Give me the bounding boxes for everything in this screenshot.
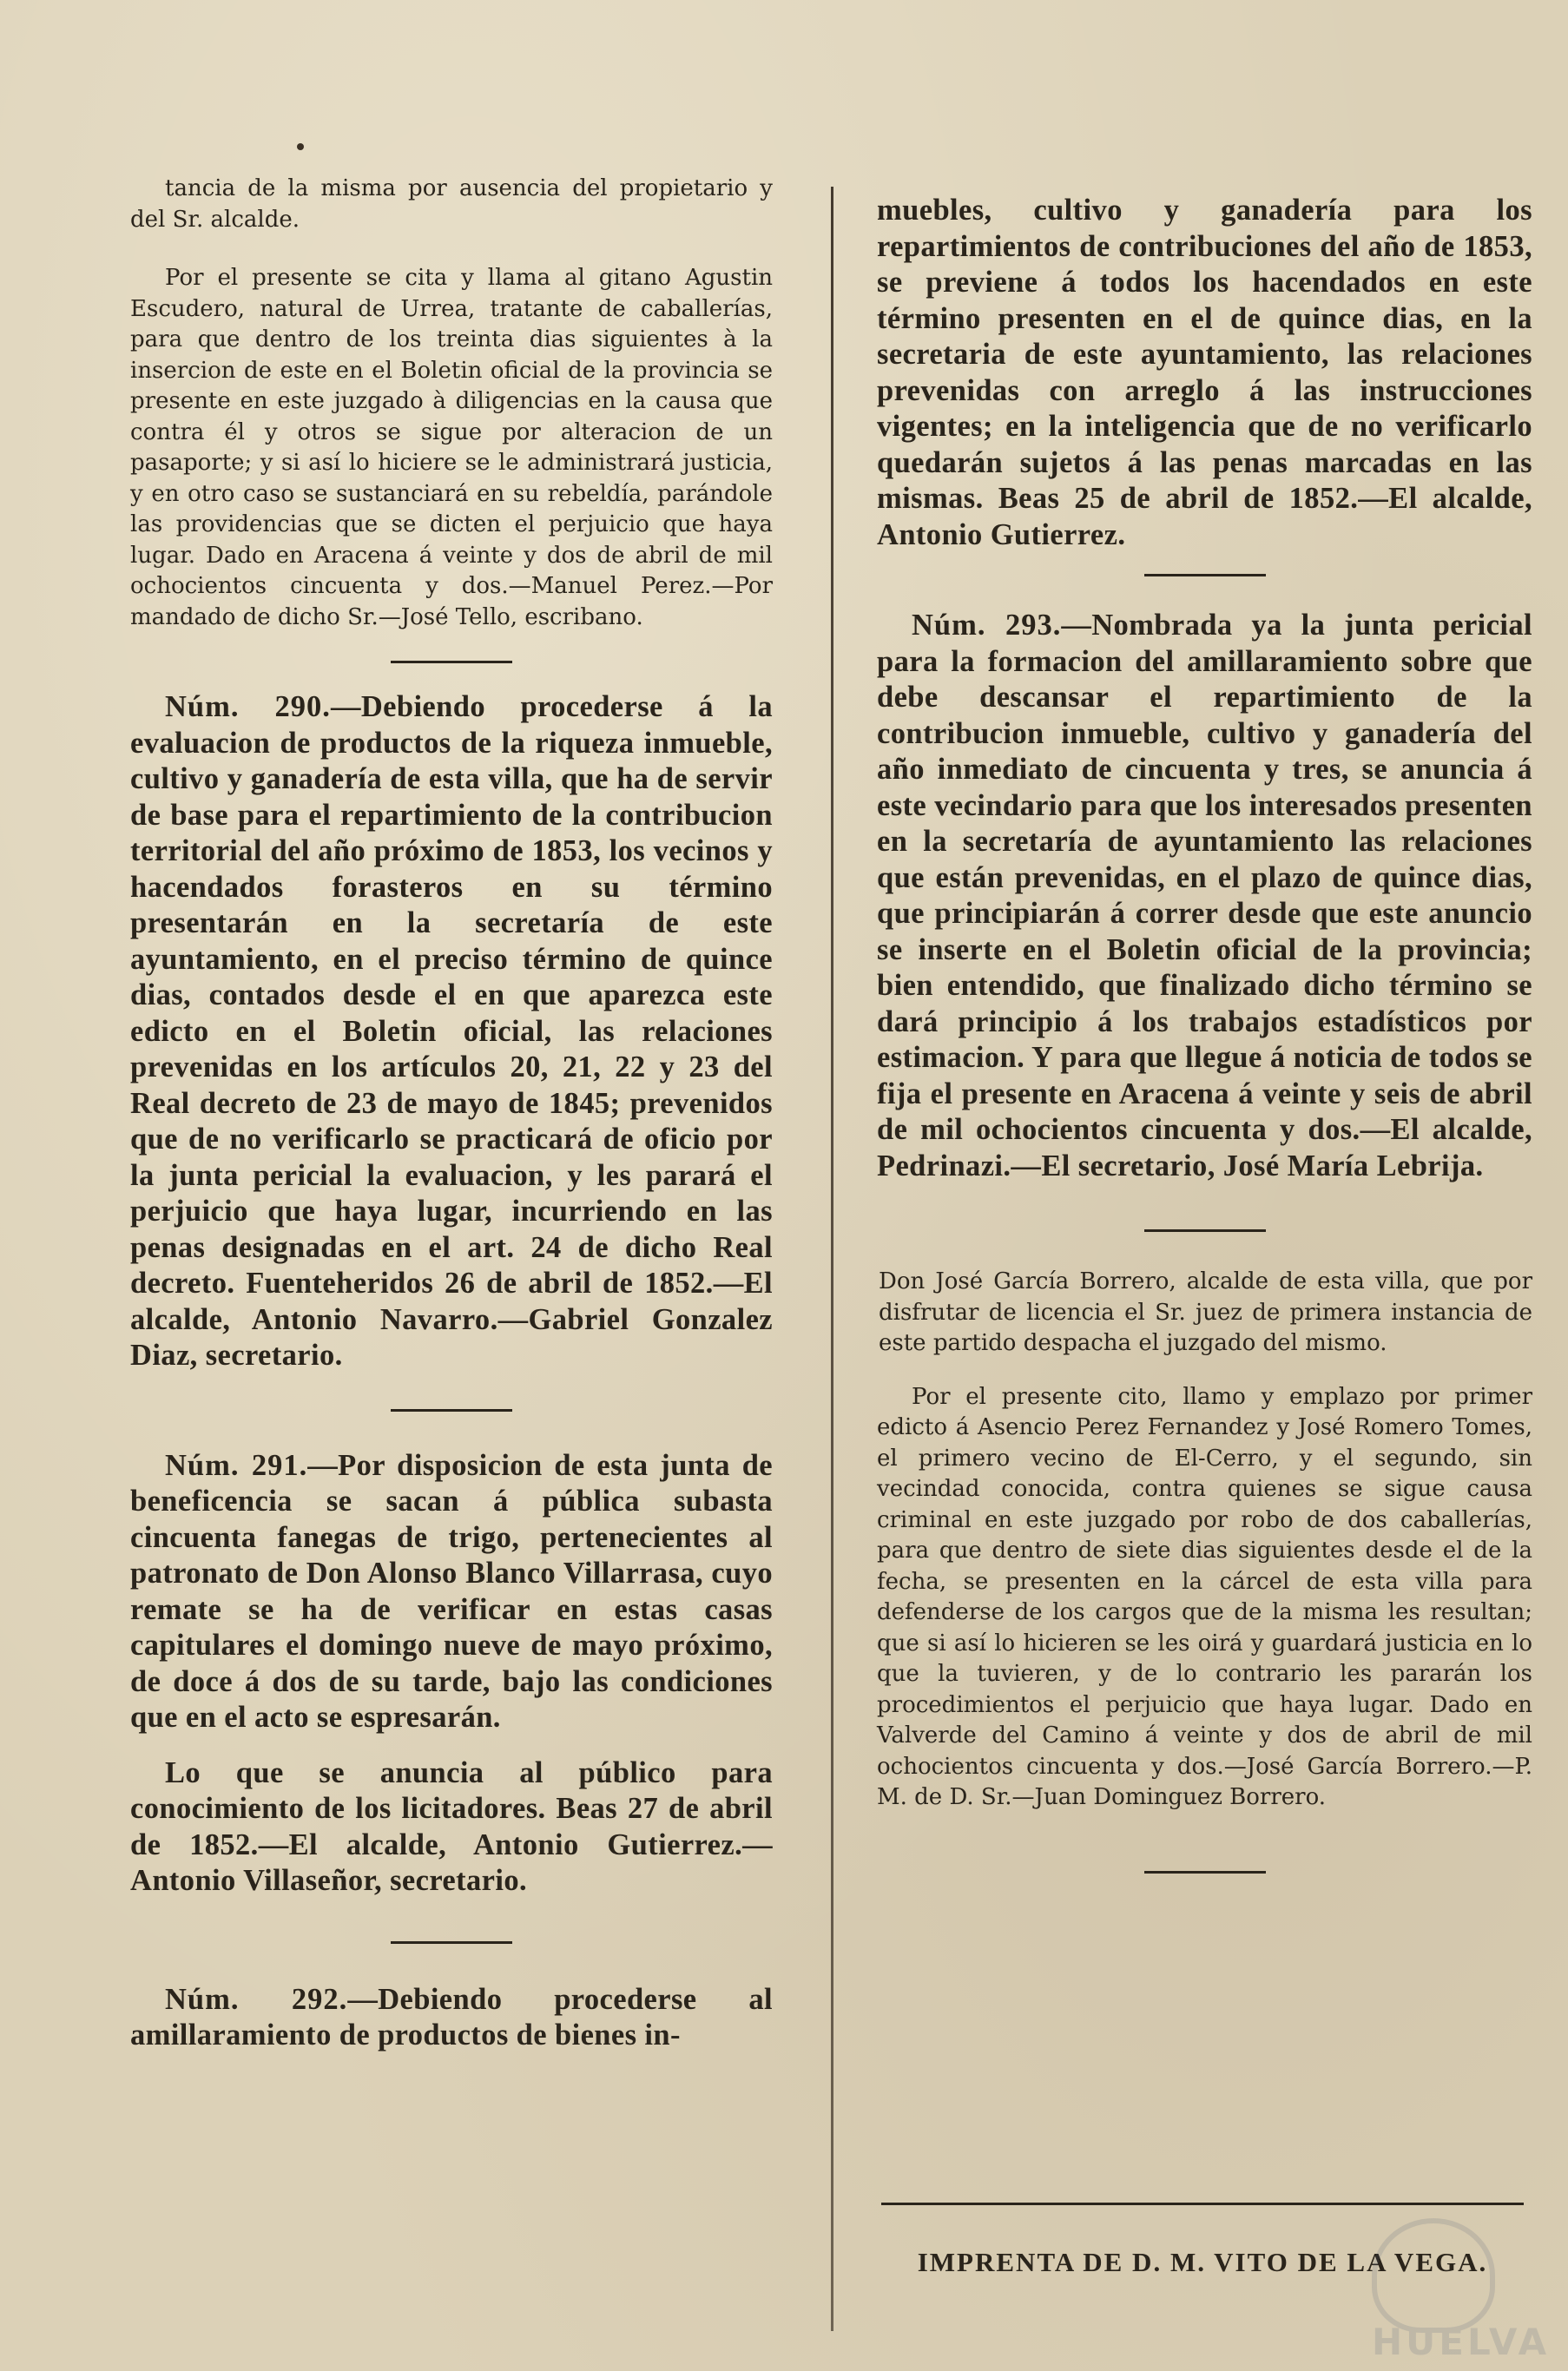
notice-293 <box>877 608 1532 1184</box>
notice-291 <box>130 1448 773 1736</box>
section-separator <box>391 1409 512 1412</box>
section-separator <box>391 1941 512 1944</box>
left-column <box>130 174 773 2054</box>
section-separator <box>1144 1871 1266 1874</box>
notice-number: Núm. 291. <box>165 1448 308 1482</box>
notice-body: —Nombrada ya la junta pericial para la formacion del amillaramiento sobre que debe descansar el repartimiento de la contribucion inmueble, cultivo y ganadería del año inmediato de cincuenta y tres, se anuncia á este vecindario para que los interesados presenten en la secretaría de ayuntamiento las relaciones que están prevenidas, en el plazo de quince dias, que principiarán á correr desde que este anuncio se inserte en el Boletin oficial de la provincia; bien entendido, que finalizado dicho término se dará principio á los trabajos estadísticos por estimacion. Y para que llegue á noticia de todos se fija el presente en Aracena á veinte y seis de abril de mil ochocientos cincuenta y dos.—El alcalde, Pedrinazi.—El secretario, José María Lebrija. <box>877 609 1532 1182</box>
notice-290 <box>130 689 773 1374</box>
notice-body: —Debiendo procederse al amillaramiento de productos de bienes in- <box>130 1982 774 2052</box>
notice-body: —Por disposicion de esta junta de beneficencia se sacan á pública subasta cincuenta fanegas de trigo, pertenecientes al patronato de Don Alonso Blanco Villarrasa, cuyo remate se ha de verificar en estas casas capitulares el domingo nueve de mayo próximo, de doce á dos de su tarde, bajo las condiciones que en el acto se espresarán. <box>130 1448 774 1734</box>
notice-number: Núm. 293. <box>912 609 1062 642</box>
section-separator <box>1144 574 1266 576</box>
watermark-text: HUELVA <box>1372 2321 1551 2363</box>
section-separator <box>391 661 512 663</box>
section-separator <box>1144 1229 1266 1232</box>
right-column <box>877 174 1532 1874</box>
notice-291-announcement: Lo que se anuncia al público para conocimiento de los licitadores. Beas 27 de abril de 1852.—El alcalde, Antonio Gutierrez.—Antonio Villaseñor, secretario. <box>130 1755 773 1897</box>
notice-292 <box>130 1982 773 2054</box>
ink-dot <box>297 143 304 150</box>
notice-body: —Debiendo procederse á la evaluacion de productos de la riqueza inmueble, cultivo y ganadería de esta villa, que ha de servir de base para el repartimiento de la contribucion territorial del año próximo de 1853, los vecinos y hacendados forasteros en su término presentarán en la secretaría de este ayuntamiento, en el preciso término de quince dias, contados desde el en que aparezca este edicto en el Boletin oficial, las relaciones prevenidas en los artículos 20, 21, 22 y 23 del Real decreto de 23 de mayo de 1845; prevenidos que de no verificarlo se practicará de oficio por la junta pericial la evaluacion, y les parará el perjuicio que haya lugar, incurriendo en las penas designadas en el art. 24 de dicho Real decreto. Fuenteheridos 26 de abril de 1852.—El alcalde, Antonio Navarro.—Gabriel Gonzalez Diaz, secretario. <box>130 690 774 1372</box>
seal-icon <box>1372 2218 1495 2333</box>
notice-292-continuation: muebles, cultivo y ganadería para los repartimientos de contribuciones del año de 1853, se previene á todos los hacendados en este término presenten en el de quince dias, en la secretaria de este ayuntamiento, las relaciones prevenidas con arreglo á las instrucciones vigentes; en la inteligencia que de no verificarlo quedarán sujetos á las penas marcadas en las mismas. Beas 25 de abril de 1852.—El alcalde, Antonio Gutierrez. <box>877 194 1532 551</box>
garcia-edict: Por el presente cito, llamo y emplazo por primer edicto á Asencio Perez Fernandez y José Romero Tomes, el primero vecino de El-Cerro, y el segundo, sin vecindad conocida, contra quienes se sigue causa criminal en este juzgado por robo de dos caballerías, para que dentro de siete dias siguientes desde el de la fecha, se presenten en la cárcel de esta villa para defenderse de los cargos que de la misma les resultan; que si así lo hicieren se les oirá y guardará justicia en lo que la tuvieren, y de lo contrario les pararán los procedimientos el perjuicio que haya lugar. Dado en Valverde del Camino á veinte y dos de abril de mil ochocientos cincuenta y dos.—José García Borrero.—P. M. de D. Sr.—Juan Dominguez Borrero. <box>877 1383 1532 1810</box>
notice-number: Núm. 290. <box>165 690 331 723</box>
edict-gitano: Por el presente se cita y llama al gitano Agustin Escudero, natural de Urrea, tratante de caballerías, para que dentro de los treinta dias siguientes à la insercion de este en el Boletin oficial de la provincia se presente en este juzgado à diligencias en la causa que contra él y otros se sigue por alteracion de un pasaporte; y si así lo hiciere se le administrará justicia, y en otro caso se sustanciará en su rebeldía, parándole las providencias que se dicten el perjuicio que haya lugar. Dado en Aracena á veinte y dos de abril de mil ochocientos cincuenta y dos.—Manuel Perez.—Por mandado de dicho Sr.—José Tello, escribano. <box>130 265 773 630</box>
footer-rule <box>881 2203 1524 2205</box>
garcia-heading: Don José García Borrero, alcalde de esta villa, que por disfrutar de licencia el Sr. juez de primera instancia de este partido despacha el juzgado del mismo. <box>879 1268 1532 1356</box>
notice-number: Núm. 292. <box>165 1982 348 2016</box>
archive-watermark <box>1337 2218 1551 2363</box>
column-divider <box>831 187 833 2331</box>
printer-imprint: IMPRENTA DE D. M. VITO DE LA VEGA. <box>917 2247 1488 2277</box>
continuation-text: tancia de la misma por ausencia del propietario y del Sr. alcalde. <box>130 175 773 233</box>
